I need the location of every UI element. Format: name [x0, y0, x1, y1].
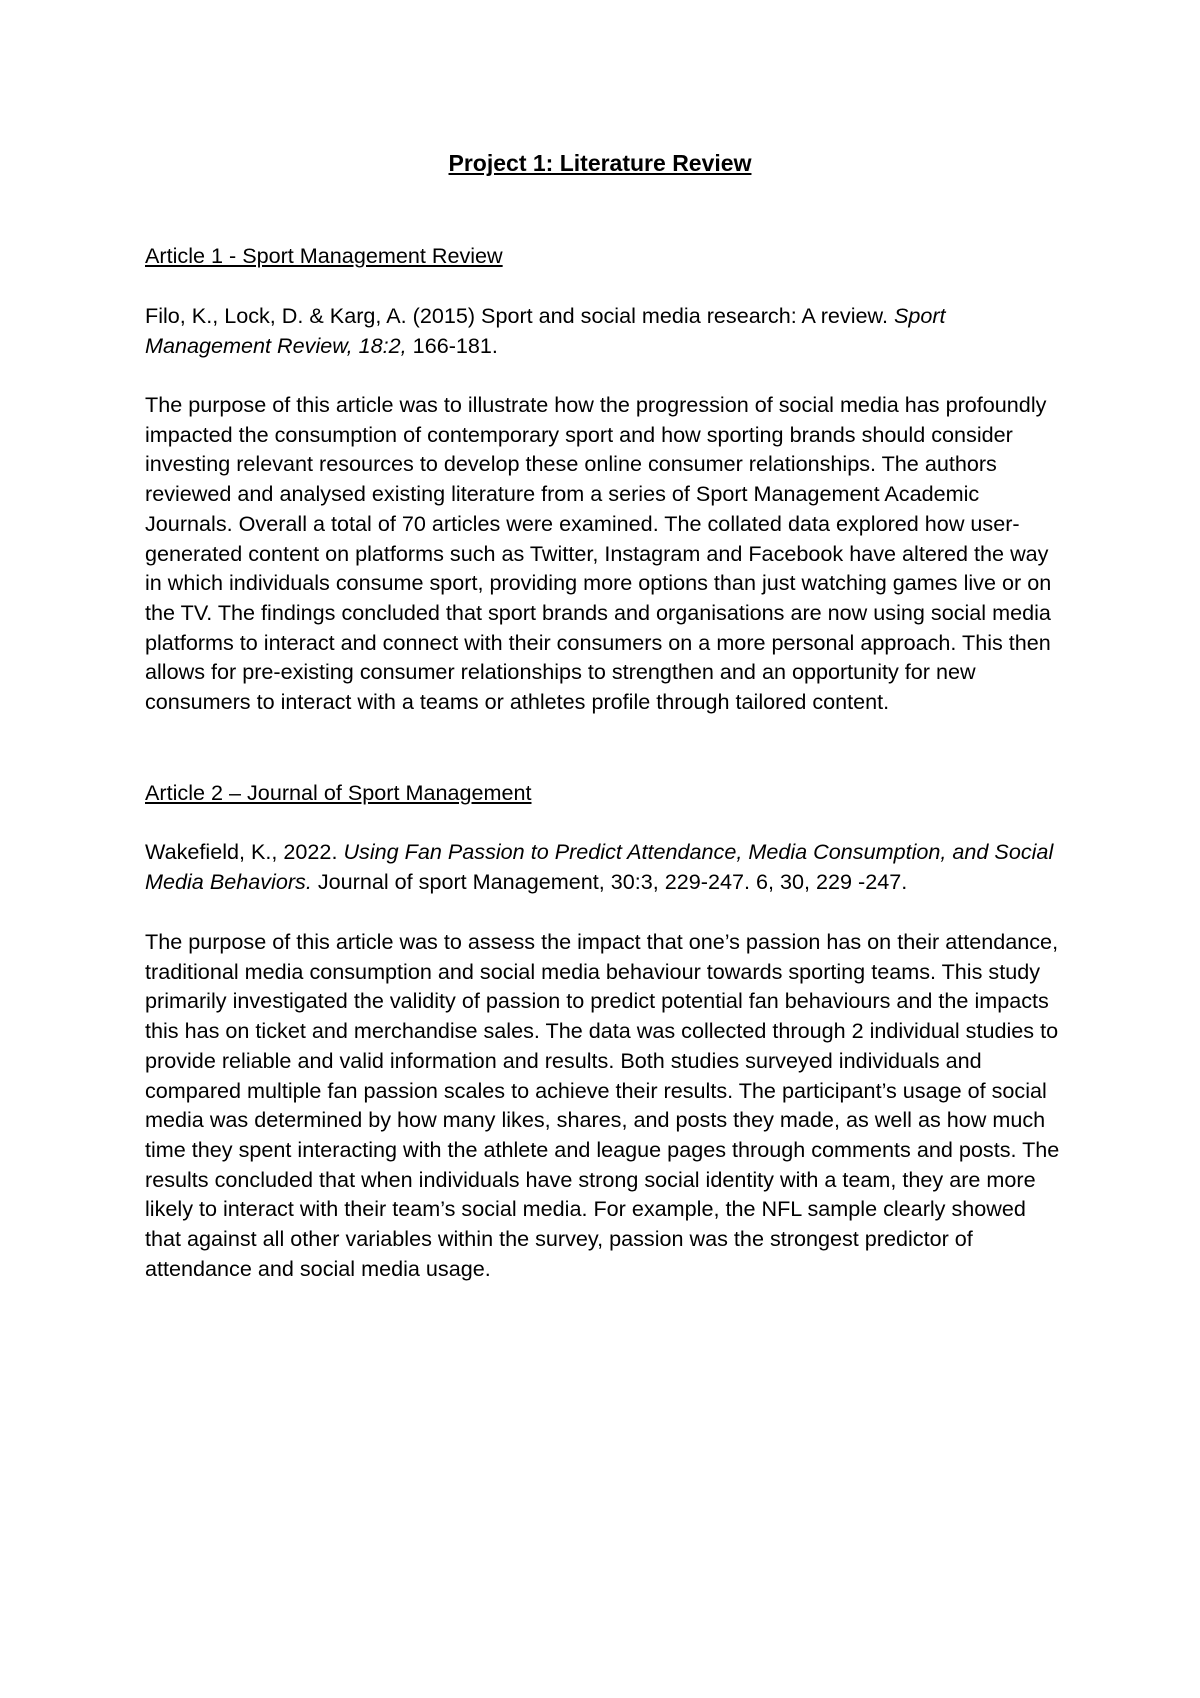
article-2-citation-authors: Wakefield, K., 2022. [145, 839, 344, 864]
article-2-citation-rest: Journal of sport Management, 30:3, 229-247. 6, 30, 229 -247. [311, 868, 908, 894]
article-1-citation-journal: Sport Management Review, 18:2, [145, 303, 946, 358]
article-2-citation-title: Using Fan Passion to Predict Attendance, Media Consumption, and Social Media Behaviors. [145, 839, 1054, 894]
article-1-heading: Article 1 - Sport Management Review [145, 243, 503, 268]
page-title: Project 1: Literature Review [448, 150, 752, 176]
article-1-citation-authors: Filo, K., Lock, D. & Karg, A. (2015) Sport and social media research: A review. [145, 303, 894, 328]
article-1-citation [145, 301, 1067, 360]
article-2-heading: Article 2 – Journal of Sport Management [145, 780, 532, 805]
article-2-summary: The purpose of this article was to assess the impact that one’s passion has on their attendance, traditional media consumption and social media behaviour towards sporting teams. This study primarily investigated the validity of passion to predict potential fan behaviours and the impacts this has on ticket and merchandise sales. The data was collected through 2 individual studies to provide reliable and valid information and results. Both studies surveyed individuals and compared multiple fan passion scales to achieve their results. The participant’s usage of social media was determined by how many likes, shares, and posts they made, as well as how much time they spent interacting with the athlete and league pages through comments and posts. The results concluded that when individuals have strong social identity with a team, they are more likely to interact with their team’s social media. For example, the NFL sample clearly showed that against all other variables within the survey, passion was the strongest predictor of attendance and social media usage. [145, 929, 1060, 1281]
article-1-summary: The purpose of this article was to illustrate how the progression of social media has profoundly impacted the consumption of contemporary sport and how sporting brands should consider investing relevant resources to develop these online consumer relationships. The authors reviewed and analysed existing literature from a series of Sport Management Academic Journals. Overall a total of 70 articles were examined. The collated data explored how user-generated content on platforms such as Twitter, Instagram and Facebook have altered the way in which individuals consume sport, providing more options than just watching games live or on the TV. The findings concluded that sport brands and organisations are now using social media platforms to interact and connect with their consumers on a more personal approach. This then allows for pre-existing consumer relationships to strengthen and an opportunity for new consumers to interact with a teams or athletes profile through tailored content. [145, 392, 1052, 715]
article-1-citation-pages: 166-181. [406, 332, 498, 358]
article-2-citation [145, 837, 1067, 896]
